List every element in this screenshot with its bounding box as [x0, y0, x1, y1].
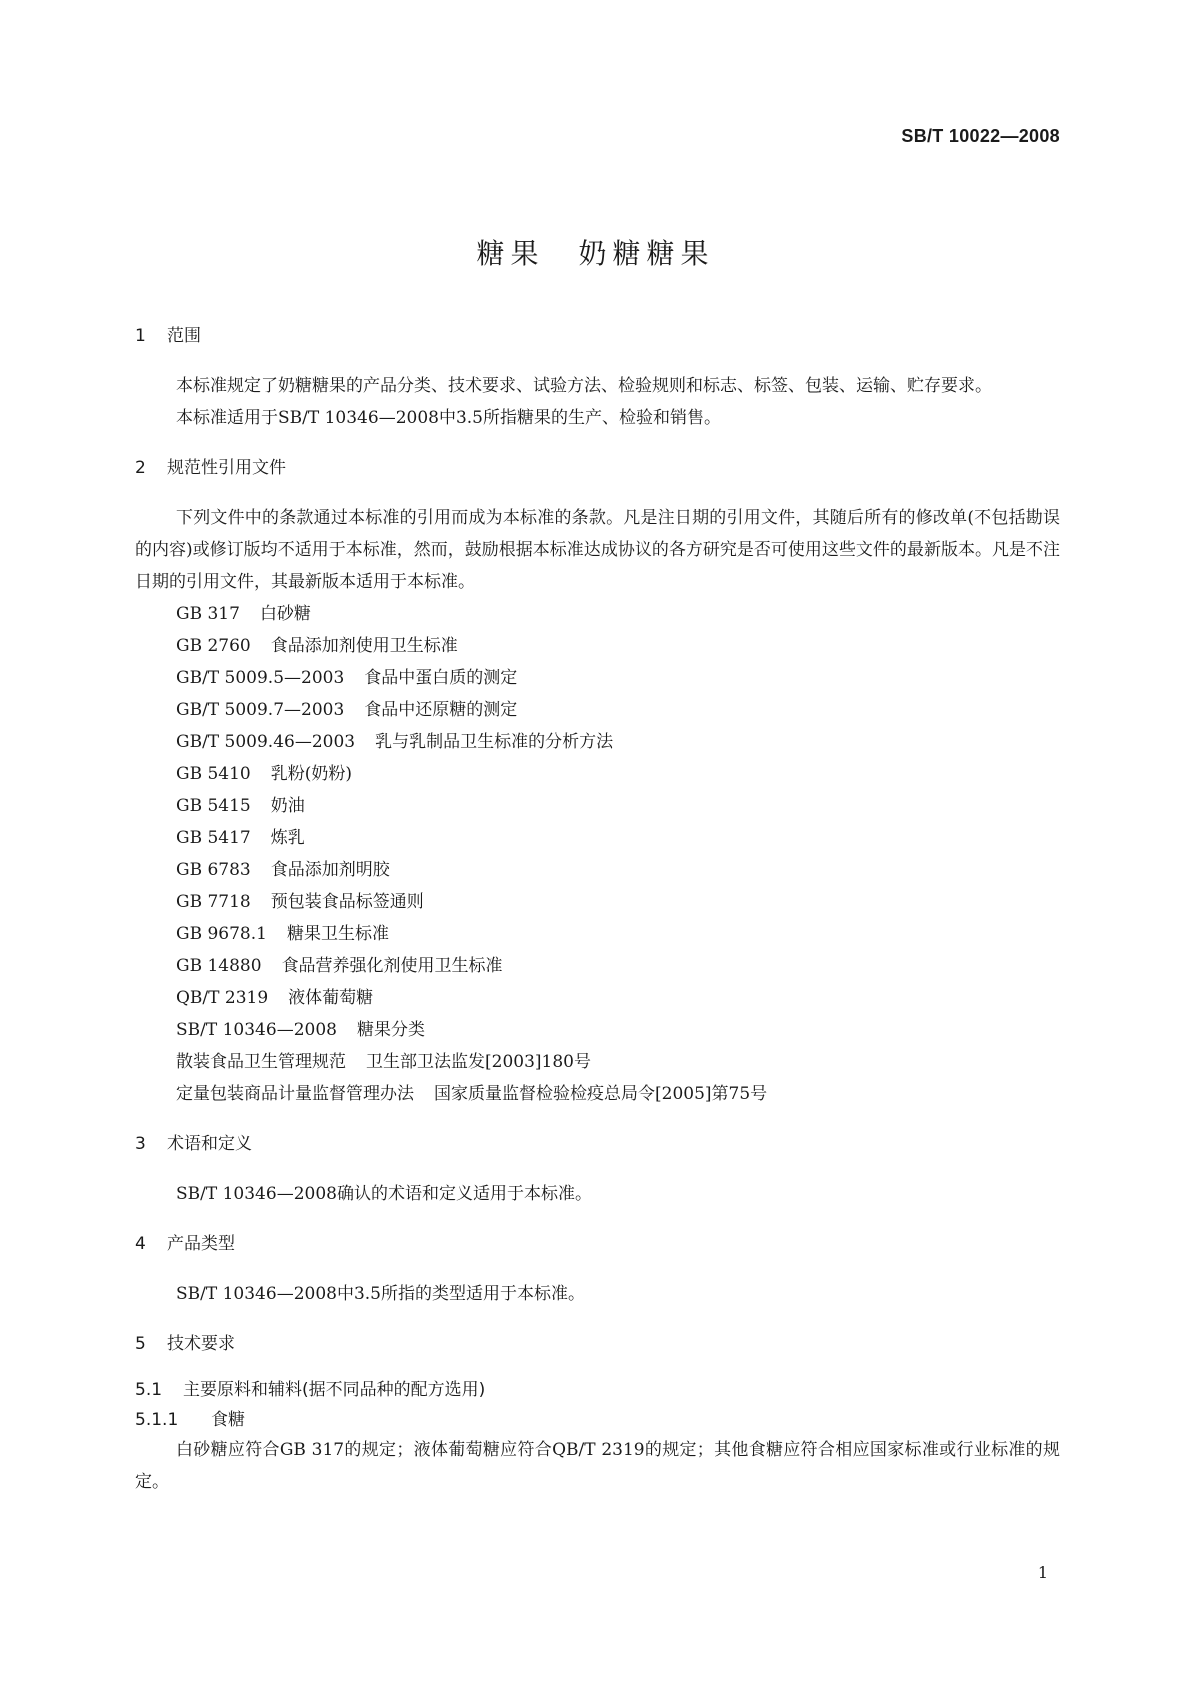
section-number: 4 — [135, 1234, 146, 1254]
reference-title: 食品营养强化剂使用卫生标准 — [281, 956, 503, 976]
reference-title: 乳与乳制品卫生标准的分析方法 — [375, 732, 614, 752]
reference-item — [135, 726, 1060, 758]
reference-code: GB/T 5009.5—2003 — [176, 668, 345, 688]
reference-code: SB/T 10346—2008 — [176, 1020, 337, 1040]
section-1-paragraph-1: 本标准规定了奶糖糖果的产品分类、技术要求、试验方法、检验规则和标志、标签、包装、运输、贮存要求。 — [176, 376, 992, 396]
reference-code: GB 2760 — [176, 636, 251, 656]
reference-code: GB 317 — [176, 604, 240, 624]
reference-code: GB 6783 — [176, 860, 251, 880]
reference-title: 食品添加剂使用卫生标准 — [270, 636, 458, 656]
reference-item — [135, 598, 1060, 630]
subsection-title: 食糖 — [211, 1410, 245, 1430]
reference-code: GB/T 5009.7—2003 — [176, 700, 345, 720]
reference-item — [135, 1078, 1060, 1110]
section-3-heading — [135, 1132, 1060, 1156]
section-1-heading — [135, 324, 1060, 348]
reference-title: 白砂糖 — [259, 604, 311, 624]
reference-code: GB/T 5009.46—2003 — [176, 732, 356, 752]
reference-title: 食品添加剂明胶 — [270, 860, 390, 880]
reference-code: GB 5417 — [176, 828, 251, 848]
section-title: 产品类型 — [167, 1234, 235, 1254]
reference-title: 预包装食品标签通则 — [270, 892, 424, 912]
reference-code: GB 7718 — [176, 892, 251, 912]
title-part-2: 奶糖糖果 — [578, 237, 715, 270]
reference-item — [135, 790, 1060, 822]
section-number: 1 — [135, 326, 146, 346]
reference-item — [135, 854, 1060, 886]
reference-title: 奶油 — [270, 796, 305, 816]
reference-code: GB 5410 — [176, 764, 251, 784]
subsection-number: 5.1.1 — [135, 1410, 179, 1430]
reference-title: 炼乳 — [270, 828, 305, 848]
reference-title: 食品中还原糖的测定 — [364, 700, 518, 720]
document-title — [0, 232, 1191, 272]
reference-item — [135, 982, 1060, 1014]
reference-item — [135, 694, 1060, 726]
reference-title: 糖果卫生标准 — [286, 924, 389, 944]
section-2-intro: 下列文件中的条款通过本标准的引用而成为本标准的条款。凡是注日期的引用文件，其随后所有的修改单(不包括勘误的内容)或修订版均不适用于本标准，然而，鼓励根据本标准达成协议的各方研究是否可使用这些文件的最新版本。凡是不注日期的引用文件，其最新版本适用于本标准。 — [135, 508, 1060, 592]
section-1-paragraph-2: 本标准适用于SB/T 10346—2008中3.5所指糖果的生产、检验和销售。 — [176, 408, 721, 428]
document-body — [135, 324, 1060, 1498]
page-number: 1 — [1037, 1563, 1048, 1582]
section-number: 2 — [135, 458, 146, 478]
section-title: 术语和定义 — [167, 1134, 252, 1154]
reference-item — [135, 886, 1060, 918]
reference-code: GB 9678.1 — [176, 924, 267, 944]
reference-title: 国家质量监督检验检疫总局令[2005]第75号 — [434, 1084, 768, 1104]
subsection-5-1-1-heading — [135, 1408, 1060, 1432]
subsection-5-1-1-paragraph: 白砂糖应符合GB 317的规定；液体葡萄糖应符合QB/T 2319的规定；其他食糖应符合相应国家标准或行业标准的规定。 — [135, 1440, 1060, 1492]
reference-item — [135, 918, 1060, 950]
section-number: 3 — [135, 1134, 146, 1154]
reference-title: 乳粉(奶粉) — [270, 764, 353, 784]
subsection-number: 5.1 — [135, 1380, 163, 1400]
reference-code: QB/T 2319 — [176, 988, 269, 1008]
section-title: 规范性引用文件 — [167, 458, 286, 478]
section-3-paragraph: SB/T 10346—2008确认的术语和定义适用于本标准。 — [176, 1184, 592, 1204]
section-number: 5 — [135, 1334, 146, 1354]
reference-title: 卫生部卫法监发[2003]180号 — [366, 1052, 591, 1072]
reference-code: GB 14880 — [176, 956, 262, 976]
reference-item — [135, 950, 1060, 982]
standard-code: SB/T 10022—2008 — [901, 126, 1060, 146]
reference-title: 液体葡萄糖 — [288, 988, 374, 1008]
reference-item — [135, 630, 1060, 662]
reference-item — [135, 758, 1060, 790]
reference-title: 食品中蛋白质的测定 — [364, 668, 518, 688]
subsection-5-1-heading — [135, 1378, 1060, 1402]
reference-item — [135, 1014, 1060, 1046]
reference-code: 散装食品卫生管理规范 — [176, 1052, 346, 1072]
title-part-1: 糖果 — [476, 237, 545, 270]
section-2-heading — [135, 456, 1060, 480]
section-4-paragraph: SB/T 10346—2008中3.5所指的类型适用于本标准。 — [176, 1284, 585, 1304]
reference-code: GB 5415 — [176, 796, 251, 816]
section-title: 范围 — [167, 326, 201, 346]
normative-reference-list — [135, 598, 1060, 1110]
section-4-heading — [135, 1232, 1060, 1256]
reference-item — [135, 662, 1060, 694]
reference-title: 糖果分类 — [356, 1020, 425, 1040]
reference-item — [135, 822, 1060, 854]
reference-item — [135, 1046, 1060, 1078]
section-5-heading — [135, 1332, 1060, 1356]
subsection-title: 主要原料和辅料(据不同品种的配方选用) — [183, 1380, 486, 1400]
section-title: 技术要求 — [167, 1334, 235, 1354]
reference-code: 定量包装商品计量监督管理办法 — [176, 1084, 414, 1104]
